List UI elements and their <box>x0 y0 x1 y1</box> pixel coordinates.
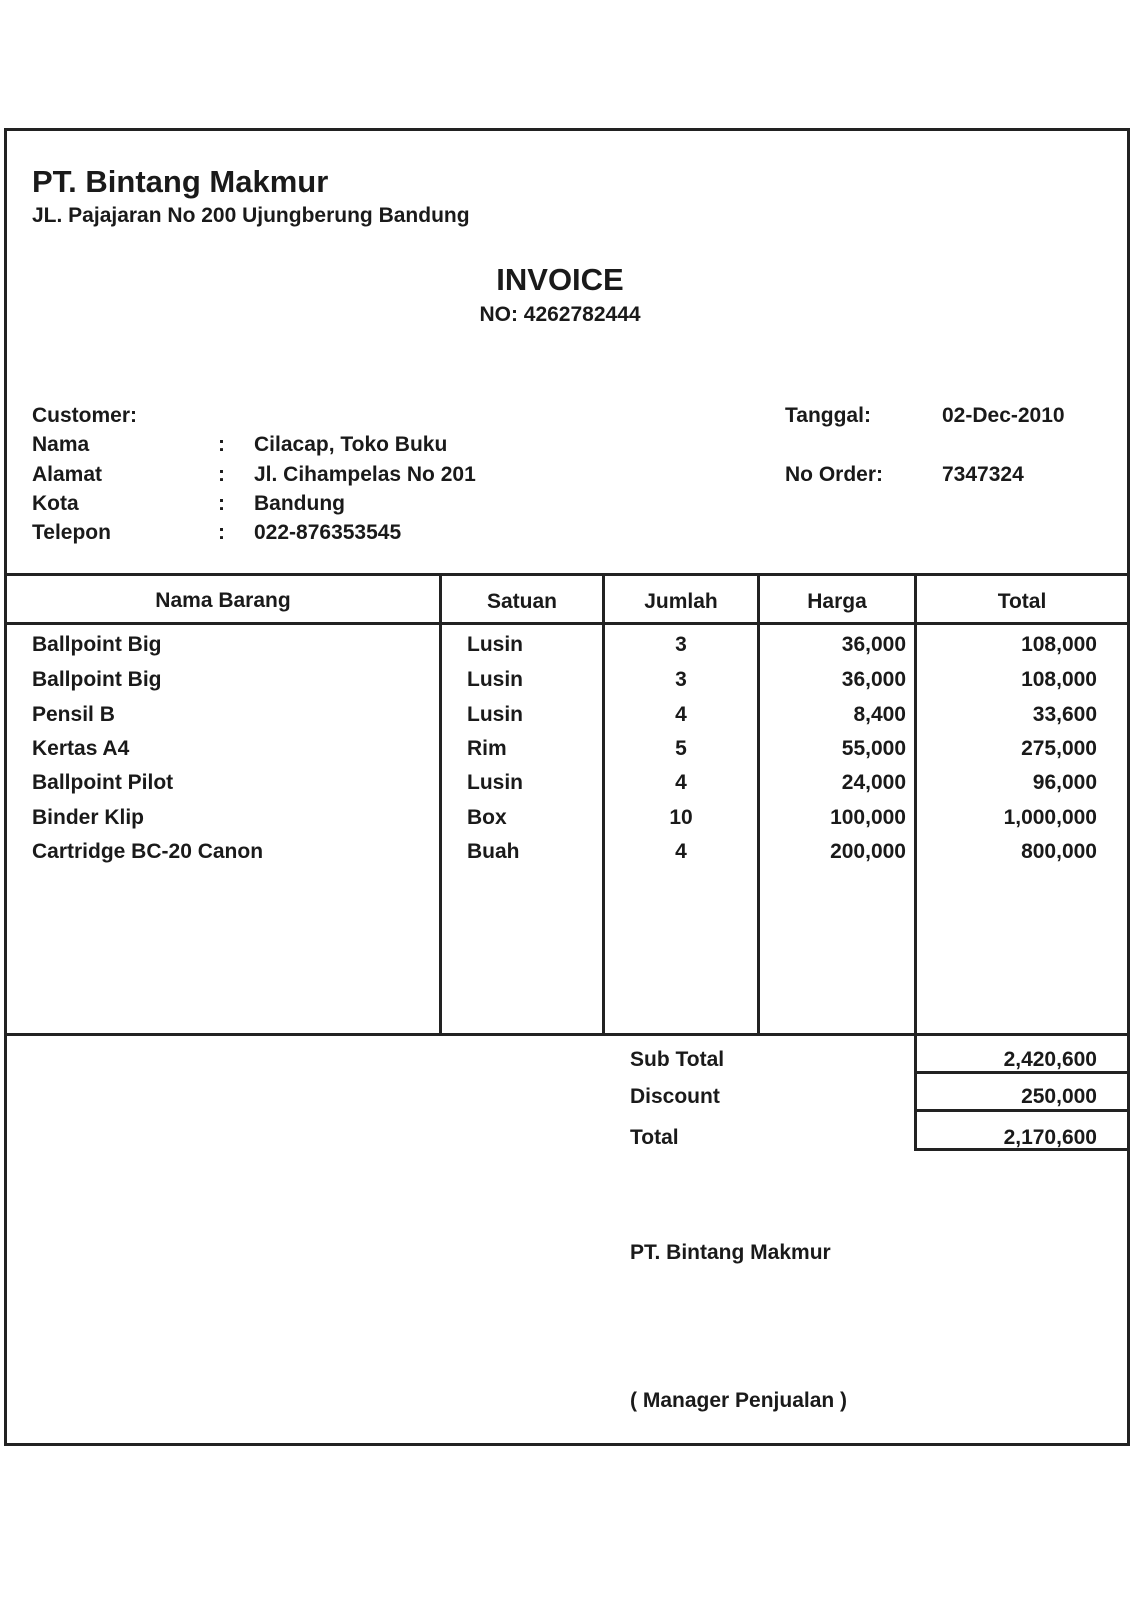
cell-harga: 36,000 <box>841 668 906 691</box>
cell-jumlah: 4 <box>675 840 687 863</box>
date-label: Tanggal: <box>785 404 871 427</box>
cell-harga: 24,000 <box>841 771 906 794</box>
cell-satuan: Rim <box>467 737 507 760</box>
cell-total: 275,000 <box>1021 737 1097 760</box>
cell-harga: 200,000 <box>830 840 906 863</box>
cell-satuan: Lusin <box>467 703 523 726</box>
table-bottom-border <box>4 1033 1127 1036</box>
customer-separator: : <box>218 521 225 544</box>
table-top-border <box>4 573 1127 576</box>
cell-satuan: Box <box>467 806 507 829</box>
cell-total: 800,000 <box>1021 840 1097 863</box>
invoice-number: NO: 4262782444 <box>479 303 641 326</box>
cell-harga: 36,000 <box>841 633 906 656</box>
column-header-nama-barang: Nama Barang <box>155 589 291 612</box>
order-value: 7347324 <box>942 463 1024 486</box>
cell-satuan: Buah <box>467 840 520 863</box>
customer-heading: Customer: <box>32 404 138 427</box>
cell-nama-barang: Ballpoint Pilot <box>32 771 174 794</box>
cell-jumlah: 5 <box>675 737 687 760</box>
customer-label-alamat: Alamat <box>32 463 103 486</box>
customer-value-alamat: Jl. Cihampelas No 201 <box>254 463 476 486</box>
cell-nama-barang: Binder Klip <box>32 806 145 829</box>
discount-value: 250,000 <box>1021 1085 1097 1108</box>
cell-jumlah: 3 <box>675 668 687 691</box>
cell-jumlah: 3 <box>675 633 687 656</box>
customer-value-telepon: 022-876353545 <box>254 521 402 544</box>
company-address: JL. Pajajaran No 200 Ujungberung Bandung <box>32 204 470 227</box>
column-header-satuan: Satuan <box>486 590 557 613</box>
cell-total: 33,600 <box>1032 703 1097 726</box>
customer-separator: : <box>218 463 225 486</box>
cell-jumlah: 4 <box>675 703 687 726</box>
subtotal-label: Sub Total <box>630 1048 725 1071</box>
cell-nama-barang: Ballpoint Big <box>32 633 162 656</box>
table-header-border <box>4 622 1127 625</box>
customer-value-nama: Cilacap, Toko Buku <box>254 433 448 456</box>
cell-jumlah: 10 <box>669 806 693 829</box>
cell-nama-barang: Ballpoint Big <box>32 668 162 691</box>
invoice-title: INVOICE <box>496 262 624 297</box>
cell-nama-barang: Pensil B <box>32 703 115 726</box>
subtotal-value: 2,420,600 <box>1003 1048 1097 1071</box>
cell-total: 1,000,000 <box>1003 806 1097 829</box>
customer-value-kota: Bandung <box>254 492 345 515</box>
cell-satuan: Lusin <box>467 771 523 794</box>
total-label: Total <box>630 1126 679 1149</box>
cell-total: 108,000 <box>1021 633 1097 656</box>
summary-divider <box>914 1109 1127 1112</box>
cell-harga: 55,000 <box>841 737 906 760</box>
cell-total: 96,000 <box>1032 771 1097 794</box>
customer-label-kota: Kota <box>32 492 79 515</box>
cell-harga: 100,000 <box>830 806 906 829</box>
cell-jumlah: 4 <box>675 771 687 794</box>
column-divider <box>439 573 442 1036</box>
discount-label: Discount <box>630 1085 720 1108</box>
customer-separator: : <box>218 433 225 456</box>
cell-harga: 8,400 <box>853 703 906 726</box>
customer-label-nama: Nama <box>32 433 90 456</box>
total-value: 2,170,600 <box>1003 1126 1097 1149</box>
cell-satuan: Lusin <box>467 633 523 656</box>
cell-nama-barang: Kertas A4 <box>32 737 130 760</box>
customer-separator: : <box>218 492 225 515</box>
column-header-harga: Harga <box>807 590 867 613</box>
cell-total: 108,000 <box>1021 668 1097 691</box>
column-header-total: Total <box>997 590 1047 613</box>
signature-role: ( Manager Penjualan ) <box>630 1389 848 1412</box>
cell-satuan: Lusin <box>467 668 523 691</box>
company-name: PT. Bintang Makmur <box>32 164 329 199</box>
date-value: 02-Dec-2010 <box>942 404 1065 427</box>
order-label: No Order: <box>785 463 884 486</box>
column-header-jumlah: Jumlah <box>644 590 718 613</box>
cell-nama-barang: Cartridge BC-20 Canon <box>32 840 264 863</box>
customer-label-telepon: Telepon <box>32 521 111 544</box>
signature-company: PT. Bintang Makmur <box>630 1241 831 1264</box>
